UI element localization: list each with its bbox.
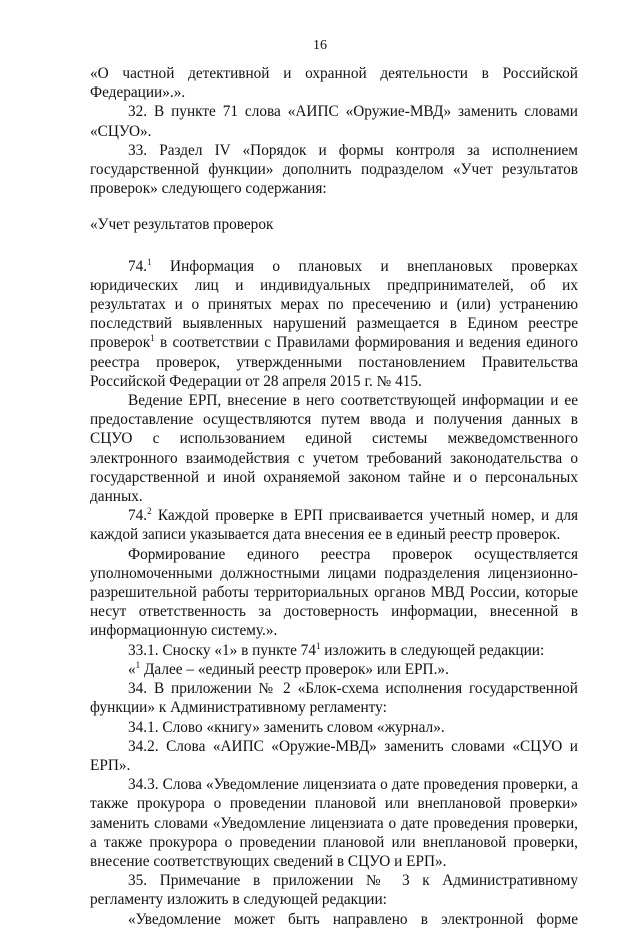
paragraph-text: «О частной детективной и охранной деятельности в Российской Федерации».».	[90, 65, 578, 102]
page-number: 16	[313, 38, 327, 53]
paragraph-lead: «	[128, 660, 136, 678]
paragraph-text: Ведение ЕРП, внесение в него соответствующей информации и ее предоставление осуществляются путем ввода и получения данных в СЦУО с использованием единой системы межведомственного электронного взаимодействия с учетом требований законодательства о государственной и иной охраняемой законом тайне и о персональных данных.	[90, 392, 578, 506]
paragraph-text: изложить в следующей редакции:	[320, 641, 545, 659]
paragraph-text: Информация о плановых и внеплановых проверках юридических лиц и индивидуальных предпринимателей, об их результатах и о принятых мерах по пресечению и (или) устранению последствий выявленных нарушений размещается в Едином реестре проверок	[90, 257, 578, 352]
superscript-mark: 1	[315, 640, 321, 651]
paragraph-text: 34.1. Слово «книгу» заменить словом «журнал».	[128, 718, 445, 736]
paragraph	[90, 391, 578, 506]
paragraph	[90, 718, 578, 737]
paragraph	[90, 775, 578, 871]
paragraph	[90, 641, 578, 660]
section-heading: «Учет результатов проверок	[90, 216, 274, 234]
paragraph-text: Далее – «единый реестр проверок» или ЕРП.».	[140, 660, 449, 678]
paragraph	[90, 871, 578, 909]
paragraph-text: «Уведомление может быть направлено в электронной форме	[128, 910, 578, 928]
paragraph-text: 34. В приложении № 2 «Блок-схема исполнения государственной функции» к Административному регламенту:	[90, 680, 578, 717]
paragraph	[90, 545, 578, 641]
paragraph	[90, 679, 578, 717]
paragraph	[90, 506, 578, 544]
document-body	[90, 64, 578, 929]
paragraph-text: Формирование единого реестра проверок осуществляется уполномоченными должностными лицами подразделения лицензионно-разрешительной работы территориальных органов МВД России, которые несут ответственность за достоверность информации, внесенной в информационную систему.».	[90, 545, 578, 640]
paragraph-text: 34.2. Слова «АИПС «Оружие-МВД» заменить словами «СЦУО и ЕРП».	[90, 737, 578, 774]
superscript-mark: 1	[135, 659, 141, 670]
paragraph	[90, 64, 578, 102]
superscript-mark: 2	[147, 506, 152, 517]
paragraph	[90, 737, 578, 775]
paragraph	[90, 257, 578, 391]
paragraph-text-cont: в соответствии с Правилами формирования и ведения единого реестра проверок, утвержденными постановлением Правительства Российской Федерации от 28 апреля 2015 г. № 415.	[90, 334, 578, 390]
paragraph	[90, 102, 578, 140]
paragraph-text: 32. В пункте 71 слова «АИПС «Оружие-МВД» заменить словами «СЦУО».	[90, 103, 578, 140]
paragraph	[90, 660, 578, 679]
paragraph-text: Каждой проверке в ЕРП присваивается учетный номер, и для каждой записи указывается дата внесения ее в единый реестр проверок.	[90, 507, 578, 544]
paragraph	[90, 141, 578, 199]
paragraph-text: 34.3. Слова «Уведомление лицензиата о дате проведения проверки, а также прокурора о проведении плановой или внеплановой проверки» заменить словами «Уведомление лицензиата о дате проведения проверки, а также прокурора о проведении плановой или внеплановой проверки, внесение соответствующих сведений в СЦУО и ЕРП».	[90, 776, 578, 870]
paragraph-lead: 74.	[128, 257, 148, 275]
paragraph-text: 35. Примечание в приложении № 3 к Административному регламенту изложить в следующей редакции:	[90, 872, 578, 909]
footnote-ref: 1	[150, 333, 155, 344]
paragraph-lead: 33.1. Сноску «1» в пункте 74	[128, 641, 316, 659]
paragraph-text: 33. Раздел IV «Порядок и формы контроля за исполнением государственной функции» дополнить подразделом «Учет результатов проверок» следующего содержания:	[90, 141, 578, 198]
paragraph	[90, 910, 578, 929]
superscript-mark: 1	[147, 256, 152, 267]
paragraph-lead: 74.	[128, 507, 148, 525]
